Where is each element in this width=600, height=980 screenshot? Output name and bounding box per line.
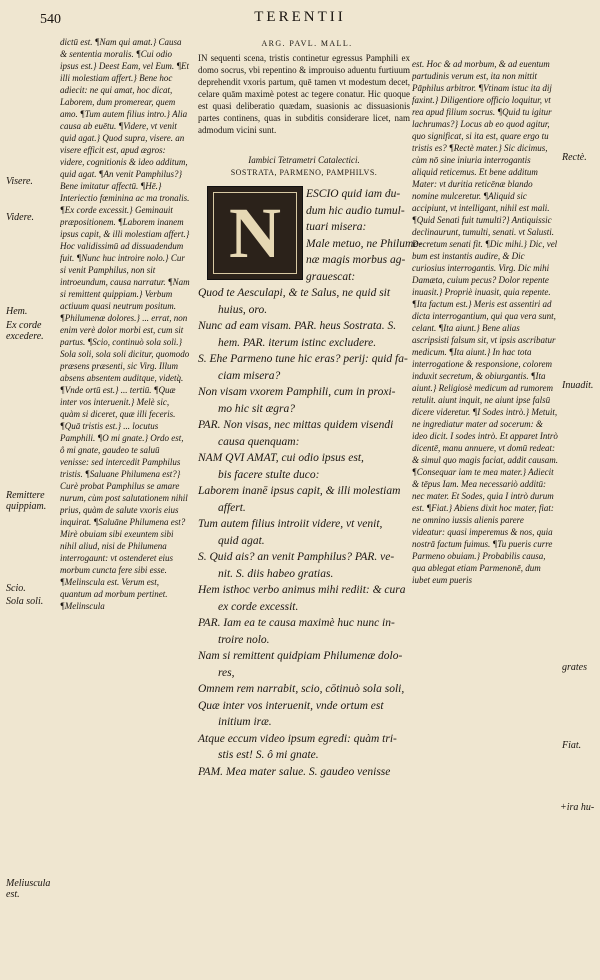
margin-note-ira: +ira hu- bbox=[560, 802, 595, 813]
play-line: Quæ inter vos interuenit, vnde ortum est bbox=[198, 699, 384, 712]
play-line: troire nolo. bbox=[218, 633, 270, 646]
play-line: ciam misera? bbox=[218, 369, 281, 382]
margin-note-sola-soli: Sola soli. bbox=[6, 596, 44, 607]
play-line: næ magis morbus ag- bbox=[306, 254, 406, 266]
margin-note-remittere: Remittere quippiam. bbox=[6, 490, 47, 512]
play-line: S. Quid ais? an venit Pamphilus? PAR. ve- bbox=[198, 551, 395, 563]
play-line: Laborem inanē ipsus capit, & illi molestiam bbox=[198, 485, 401, 497]
play-line: Male metuo, ne Philume- bbox=[306, 237, 423, 250]
meter-heading: Iambici Tetrametri Catalectici. bbox=[248, 155, 360, 165]
play-line: ex corde excessit. bbox=[218, 600, 299, 613]
play-line: causa quenquam: bbox=[218, 435, 300, 448]
play-line: Nam si remittent quidpiam Philumenæ dolo- bbox=[198, 650, 403, 662]
play-line: grauescat: bbox=[306, 270, 356, 283]
cast-line: SOSTRATA, PARMENO, PAMPHILVS. bbox=[230, 168, 378, 177]
margin-note-inuadit: Inuadit. bbox=[562, 380, 594, 391]
play-line: res, bbox=[218, 666, 235, 679]
margin-note-grates: grates bbox=[562, 662, 587, 673]
argument-heading: ARG. PAVL. MALL. bbox=[261, 39, 353, 48]
play-line: hem. PAR. iterum istinc excludere. bbox=[218, 336, 377, 349]
play-line: nit. S. diis habeo gratias. bbox=[218, 567, 334, 580]
margin-note-ex-corde: Ex corde excedere. bbox=[6, 320, 44, 342]
play-line: S. Ehe Parmeno tune hic eras? perij: quid fa- bbox=[198, 353, 408, 365]
play-line: dum hic audio tumul- bbox=[306, 204, 405, 217]
margin-note-fiat: Fiat. bbox=[562, 740, 582, 751]
margin-note-scio: Scio. bbox=[6, 583, 26, 594]
play-line: PAR. Non visas, nec mittas quidem visendi bbox=[198, 419, 394, 431]
drop-cap-letter: N bbox=[229, 193, 281, 273]
play-line: mo hic sit ægra? bbox=[218, 402, 295, 415]
left-commentary: dictū est. ¶Nam qui amat.} Causa & sententia moralis. ¶Cui odio ipsus est.} Deest Eam, vel Eum. ¶Et illi molestiam affert.} Bene hoc adiecit: ne qui amat, hoc dicat, Laborem, dum promerear, quem amo. ¶Tum autem filius intro.} Alia causa ab euētu. ¶Videre, vt venit quid agat.} Quod supra, visere. an visere efficit est, apud ægros: videre, cognitionis & ideo additum, quid agat. ¶An venit Pamphilus?} Bene imitatur affectū. ¶Hē.} Interiectio fœminina ac ma tronalis. ¶Ex corde excessit.} Geminauit præpositionem. ¶Laborem inanem ipsus capit, & illi molestiam affert.} Hoc validissimū ad dissuadendum fuit. ¶Nunc huc introire nolo.} Cur si venit Pamphilus, non sit introeundum, causa narratur. ¶Nam si remittent quippiam.} Verbum actiuum quasi neutrum positum. ¶Philumenæ dolores.} ... errat, non enim verè dolor morbi est, cum sit partus. ¶Scio, continuò sola soli.} Sola soli, sola soli dicitur, quomodo præsens præsenti, sic Virg. Illum absens absentem auditque, videtq̀. ¶Vnde ortū est.} ... tertiū. ¶Quæ inter vos interuenit.} Melè sic, quàm si diceret, quæ illi feceris. ¶Quā tristis est.} ... locutus Pamphili. ¶O mi gnate.} Ordo est, ô mi gnate, gaudeo te saluū venisse: sed intercedit Pamphilus tristis. ¶Saluane Philumena est?} Curè probat Pamphilus se amare nurum, cùm post salutationem nihil prius, quàm de salute vxoris eius inquirat. ¶Saluāne Philumena est? Mirè obuiam sibi exeuntem sibi nihil aliud, nisi de Philumena interrogaunt: vt ostenderet eius morbum cuncta fere sibi esse. ¶Melinscula est. Verum est, quantum ad morbum pertinet. ¶Melinscula bbox=[60, 37, 190, 611]
margin-note-hem: Hem. bbox=[6, 306, 28, 317]
play-line: stis est! S. ô mi gnate. bbox=[218, 749, 319, 761]
play-line: ESCIO quid iam du- bbox=[306, 188, 401, 200]
play-line: Hem isthoc verbo animus mihi rediit: & cura bbox=[198, 584, 406, 596]
play-line: quid agat. bbox=[218, 534, 265, 547]
play-line: Non visam vxorem Pamphili, cum in proxi- bbox=[198, 386, 396, 398]
running-head: TERENTII bbox=[254, 9, 346, 25]
margin-note-recte: Rectè. bbox=[562, 152, 587, 163]
play-line: affert. bbox=[218, 501, 246, 514]
play-line: PAR. Iam ea te causa maximè huc nunc in- bbox=[198, 617, 395, 629]
play-line: Tum autem filius introiit videre, vt venit, bbox=[198, 518, 383, 530]
play-line: Omnem rem narrabit, scio, cōtinuò sola soli, bbox=[198, 683, 405, 695]
margin-note-videre: Videre. bbox=[6, 212, 35, 223]
play-line: PAM. Mea mater salue. S. gaudeo venisse bbox=[198, 765, 391, 778]
drop-cap-initial bbox=[207, 186, 303, 280]
play-line: Quod te Aesculapi, & te Salus, ne quid sit bbox=[198, 287, 391, 299]
margin-note-meliuscula: Meliuscula est. bbox=[6, 878, 51, 900]
play-line: huius, oro. bbox=[218, 303, 268, 316]
margin-note-visere: Visere. bbox=[6, 176, 33, 187]
right-commentary: est. Hoc & ad morbum, & ad euentum partudinis verum est, ita non mittit Pāphilus arbitror. ¶Vtinam istuc ita dij faxint.} Diligentiore officio loquitur, vt rea apud filium socrus. ¶Quid tu igitur lachrumas?} Locus ab eo quod agitur, quo significat, si ita est, quare ergo tu tristis es? ¶Rectè mater.} Sic dicimus, cùm nō sine iniuria interrogantis aliquid reticemus. Et bene additum Mater: vt duritia reticēnæ blando nomine mulceretur. ¶Aliquid sic accipiunt, vt intelligant, nihil est mali. ¶Quid Senati fuit tumulti?} Antiquissic declinaurunt, tumulti, senati. vt Salusti. Decretum senati fit. ¶Dic mihi.} Dic, vel bum est instantis audire, & Dic curiosius interrogantis. Virg. Dic mihi Damæta, cuium pecus? Dolor repente inuasit.} Propriè inuasit, quia repente. ¶Ita factum est.} Meris est assentiri ad dicta interrogantium, qui qua vera sunt, celant. ¶Ita aiunt.} Bene alias ascripsisti falsum sit, vt ipsis ascribatur medicum. ¶Ita aiunt.} In hac tota interrogatione & responsione, colorem induxit secretum, & obiurgantis. ¶Ita aiunt.} Religiosè medicum ad rumorem retulit. aiunt inquit, ne aiunt ipse falsū dicere videretur. ¶I Sodes intrò.} Metuit, ne ingrediatur mater ad socerum: & ideo dicit. I sodes intrò. Et apparet Intrò dicentē, manu annuere, vt domū redeat: & simul quo magis faciat, addit causam. ¶Consequar iam te mea mater.} Adiecit & tēpus Iam. Mea necessariò additū: nec mater. Et Sodes, quia I intrò durum est. ¶Fiat.} Abiens dixit hoc mater, fiat: ne omnino iussis alienis parere videatur: quasi imperemus & nos, quia nostrā factum fuimus. ¶Tu pueris curre Parmeno obuiam.} Probabilis causa, qua ablegat etiam Parmenonē, dum iubet eum pueris bbox=[412, 59, 558, 585]
play-line: Nunc ad eam visam. PAR. heus Sostrata. S. bbox=[198, 320, 397, 332]
play-line: initium iræ. bbox=[218, 716, 272, 728]
play-line: Atque eccum video ipsum egredi: quàm tri- bbox=[198, 732, 397, 745]
page-number: 540 bbox=[40, 12, 61, 27]
play-line: bis facere stulte duco: bbox=[218, 468, 320, 481]
play-line: tuari misera: bbox=[306, 221, 367, 233]
argument-text: IN sequenti scena, tristis continetur egressus Pamphili ex domo socrus, vbi repentino & improuiso aduentu furtiuum deprehendit vxoris partum, quē tamen vt modestum decet, celare quām maximè potest ac tegere conatur. Hic quoque est quasi deliberatio quædam, suasionis ac dissuasionis partes continens, quas in subditis considerare licet, nam admodum vicini sunt. bbox=[198, 53, 410, 135]
play-line: NAM QVI AMAT, cui odio ipsus est, bbox=[198, 452, 364, 464]
